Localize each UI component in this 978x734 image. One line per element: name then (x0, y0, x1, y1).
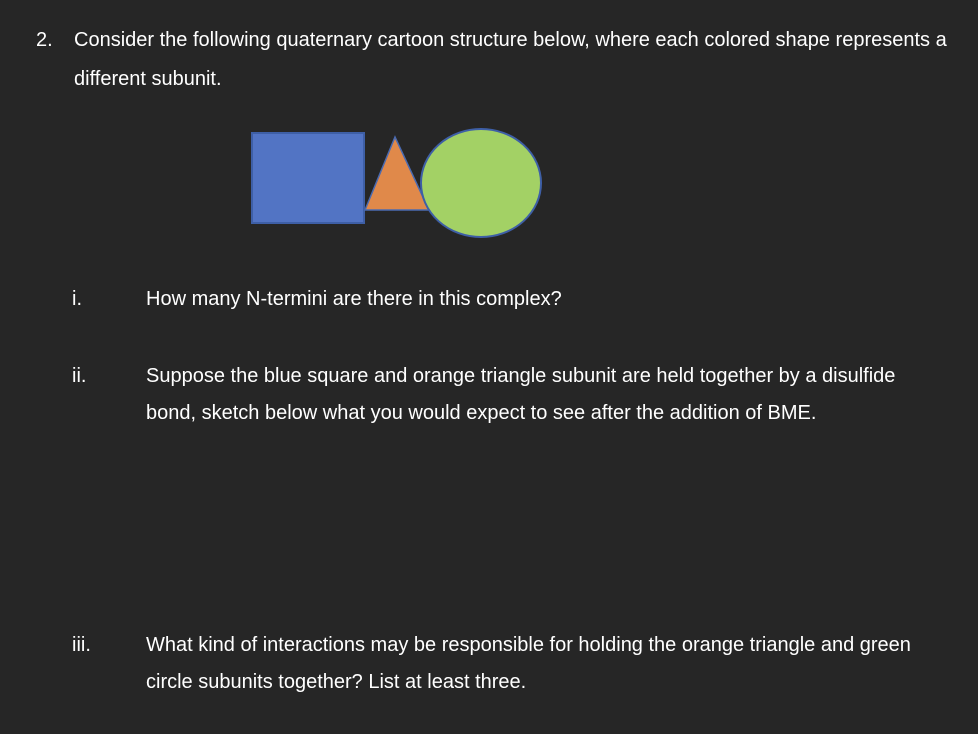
subquestion-ii-marker: ii. (72, 365, 87, 387)
subquestion-i-text: How many N-termini are there in this complex? (146, 288, 562, 310)
subquestion-ii-text: Suppose the blue square and orange triangle subunit are held together by a disulfide bond, sketch below what you would expect to see after the addition of BME. (146, 365, 896, 424)
subquestion-iii-marker: iii. (72, 634, 91, 656)
subquestion-i-marker: i. (72, 288, 82, 310)
question-prompt: Consider the following quaternary cartoon structure below, where each colored shape represents a different subunit. (74, 29, 947, 90)
question-number: 2. (36, 29, 53, 51)
green-circle-icon (421, 129, 541, 237)
orange-triangle-icon (365, 137, 429, 210)
blue-square-icon (252, 133, 364, 223)
subquestion-iii-text: What kind of interactions may be responsible for holding the orange triangle and green circle subunits together? List at least three. (146, 634, 911, 693)
